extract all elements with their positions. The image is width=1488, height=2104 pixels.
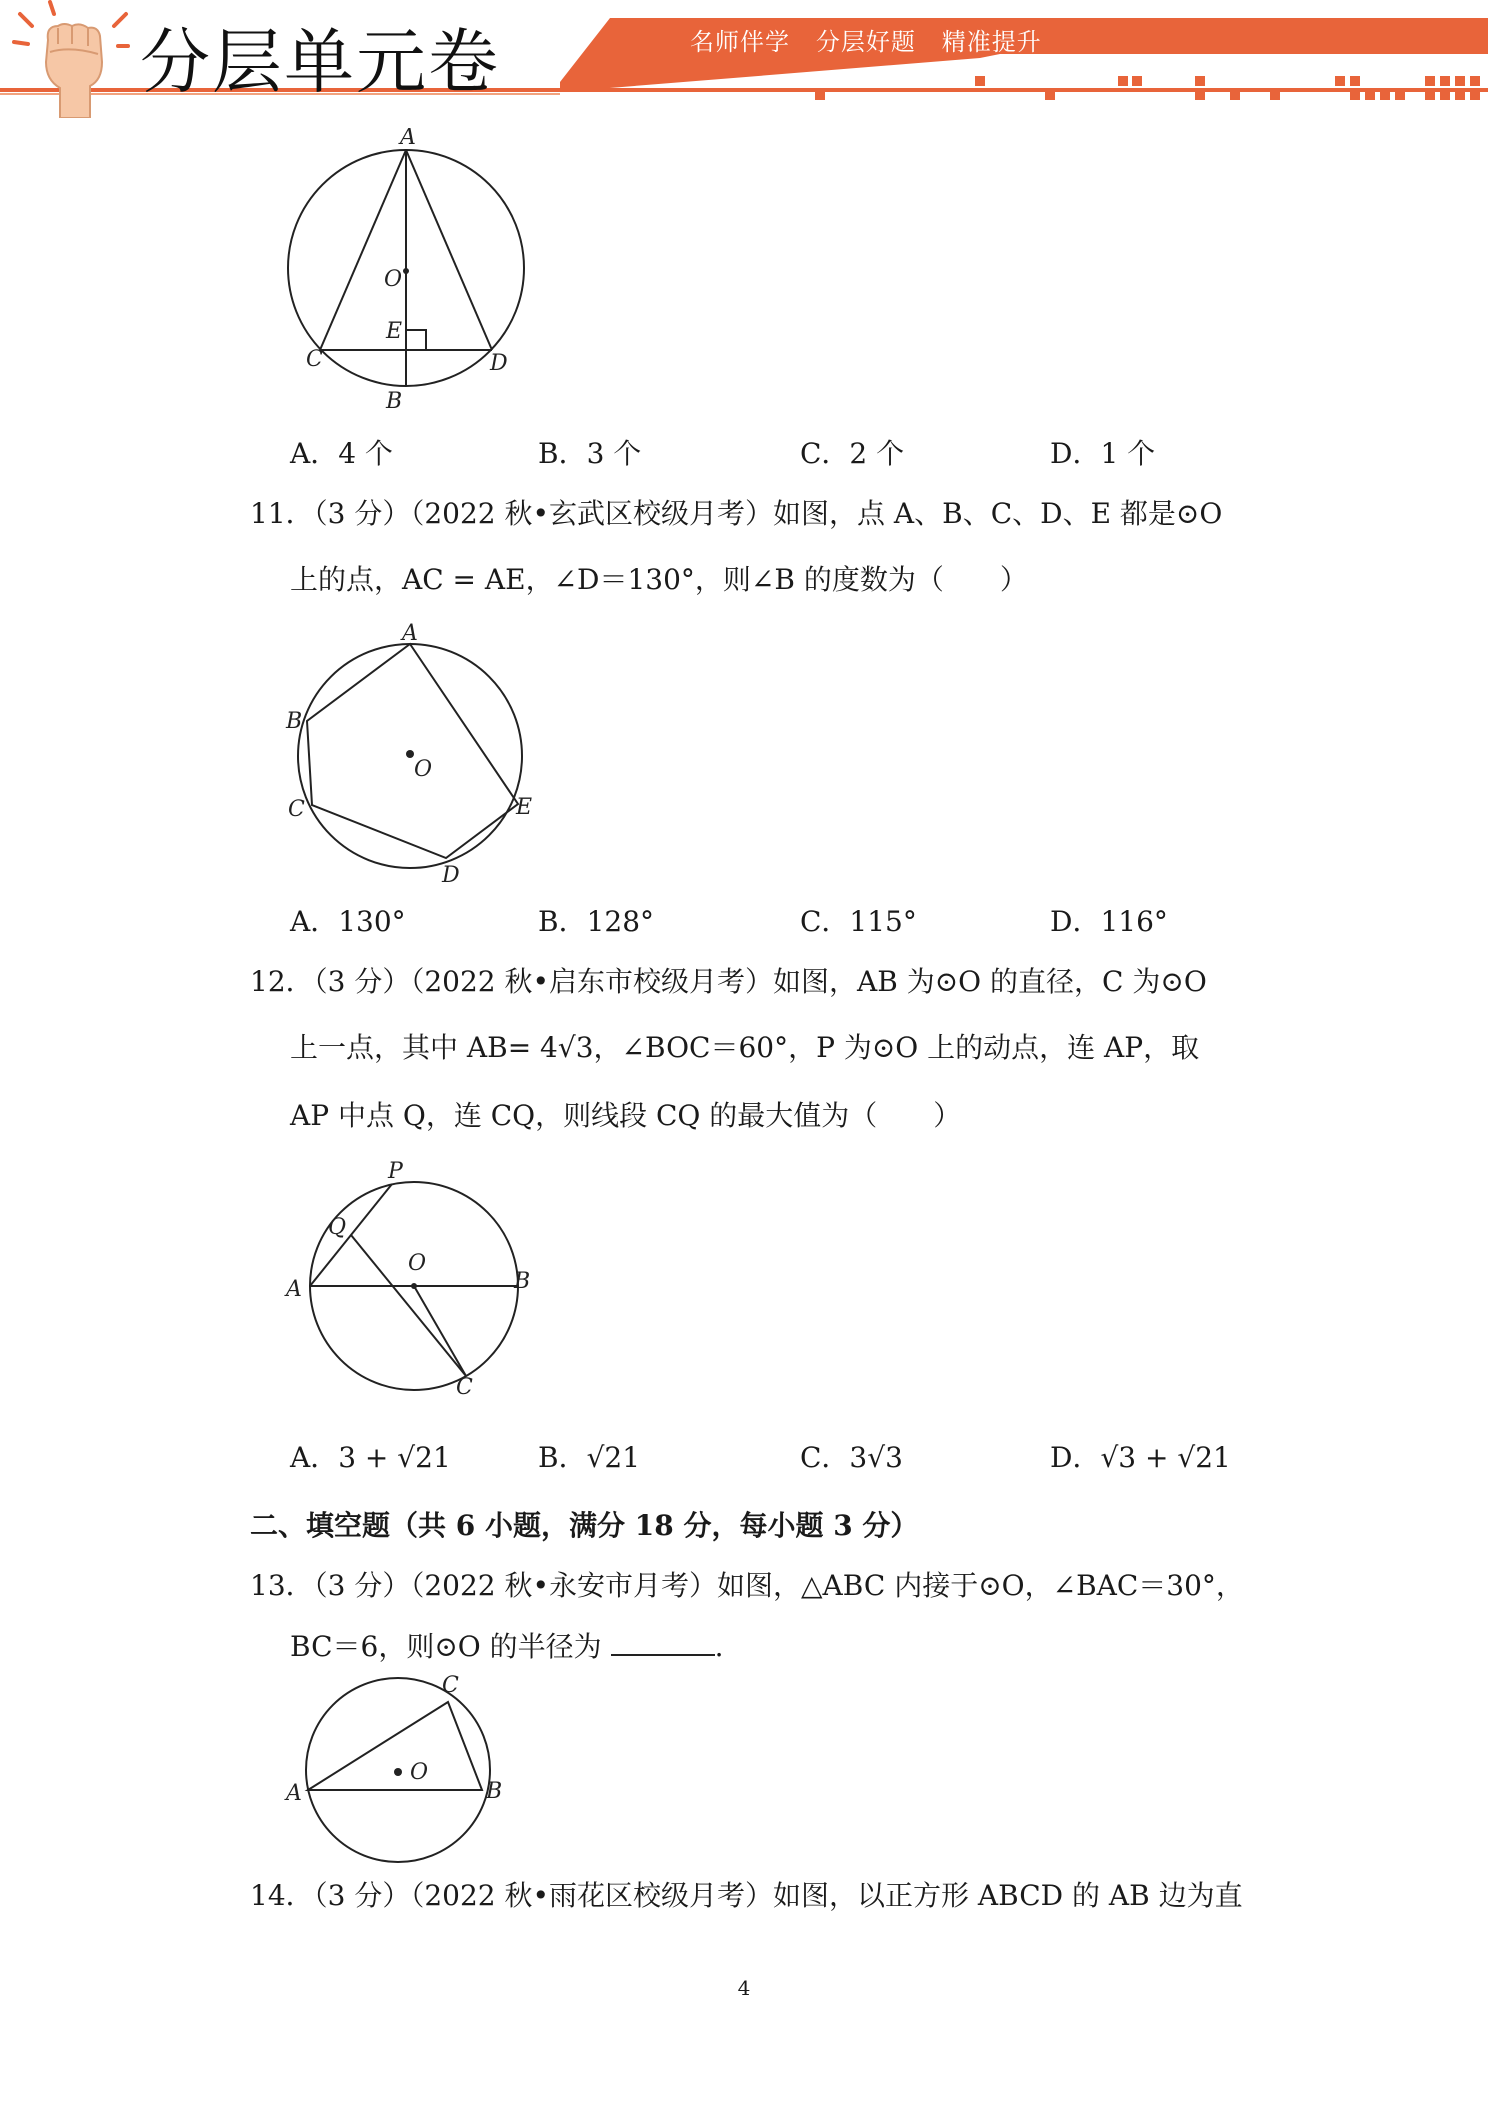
q13-label-c: C: [442, 1673, 459, 1698]
q13-text-line1: 13．（3 分）（2022 秋•永安市月考）如图，△ABC 内接于⊙O，∠BAC＝30°，: [250, 1569, 1244, 1602]
q10-option-d[interactable]: D．1 个: [1050, 437, 1156, 470]
q11-label-d: D: [442, 863, 460, 888]
q10-label-e: E: [386, 319, 403, 344]
q11-option-c[interactable]: C．115°: [800, 905, 917, 938]
document-title: 分层单元卷: [140, 21, 500, 103]
q13-line2-prefix: BC＝6，则⊙O 的半径为: [290, 1630, 611, 1663]
q11-text-line2: 上的点，AC = AE，∠D＝130°，则∠B 的度数为（ ）: [290, 563, 1028, 596]
q12-label-b: B: [514, 1269, 531, 1294]
q10-label-a: A: [400, 128, 416, 150]
q13-label-o: O: [410, 1760, 429, 1785]
q11-label-c: C: [288, 797, 305, 822]
q12-label-p: P: [388, 1159, 403, 1184]
q12-label-o: O: [408, 1251, 427, 1276]
q10-label-b: B: [386, 389, 403, 414]
q11-label-o: O: [414, 757, 433, 782]
q10-figure: [280, 128, 540, 418]
q12-option-d[interactable]: D．√3 + √21: [1050, 1441, 1231, 1474]
q12-label-a: A: [286, 1277, 302, 1302]
q12-option-a[interactable]: A．3 + √21: [290, 1441, 451, 1474]
header-slogan: 名师伴学 分层好题 精准提升: [690, 28, 1042, 56]
page-number: 4: [737, 1976, 751, 2000]
q10-option-b[interactable]: B．3 个: [538, 437, 642, 470]
q13-line2-suffix: .: [714, 1630, 724, 1663]
q12-label-q: Q: [328, 1215, 347, 1240]
q13-label-b: B: [486, 1779, 503, 1804]
q10-option-a[interactable]: A．4 个: [290, 437, 393, 470]
q13-label-a: A: [286, 1781, 302, 1806]
q10-label-o: O: [384, 267, 403, 292]
section-heading-fill-in: 二、填空题（共 6 小题，满分 18 分，每小题 3 分）: [250, 1509, 919, 1542]
q11-figure: [280, 618, 540, 888]
q11-label-a: A: [402, 621, 418, 646]
q11-label-b: B: [286, 709, 303, 734]
q13-text-line2: [290, 1626, 723, 1667]
q12-text-line2: 上一点，其中 AB= 4√3，∠BOC＝60°，P 为⊙O 上的动点，连 AP，取: [290, 1031, 1200, 1064]
q11-option-b[interactable]: B．128°: [538, 905, 655, 938]
q10-label-d: D: [490, 351, 508, 376]
q12-text-line1: 12．（3 分）（2022 秋•启东市校级月考）如图，AB 为⊙O 的直径，C 为⊙O: [250, 965, 1207, 998]
q12-label-c: C: [456, 1375, 473, 1400]
q13-figure: [280, 1664, 520, 1874]
q11-option-d[interactable]: D．116°: [1050, 905, 1168, 938]
q11-label-e: E: [516, 795, 533, 820]
raised-fist-icon: [10, 0, 130, 118]
q13-answer-blank[interactable]: [611, 1626, 715, 1656]
q12-option-b[interactable]: B．√21: [538, 1441, 641, 1474]
q14-text-line1: 14．（3 分）（2022 秋•雨花区校级月考）如图，以正方形 ABCD 的 AB 边为直: [250, 1879, 1243, 1912]
q12-text-line3: AP 中点 Q，连 CQ，则线段 CQ 的最大值为（ ）: [290, 1099, 962, 1132]
q10-option-c[interactable]: C．2 个: [800, 437, 905, 470]
q12-figure: [280, 1156, 540, 1406]
q11-text-line1: 11．（3 分）（2022 秋•玄武区校级月考）如图，点 A、B、C、D、E 都是⊙O: [250, 497, 1223, 530]
q12-option-c[interactable]: C．3√3: [800, 1441, 903, 1474]
q10-label-c: C: [306, 347, 323, 372]
header-banner: [0, 0, 1488, 120]
q11-option-a[interactable]: A．130°: [290, 905, 406, 938]
